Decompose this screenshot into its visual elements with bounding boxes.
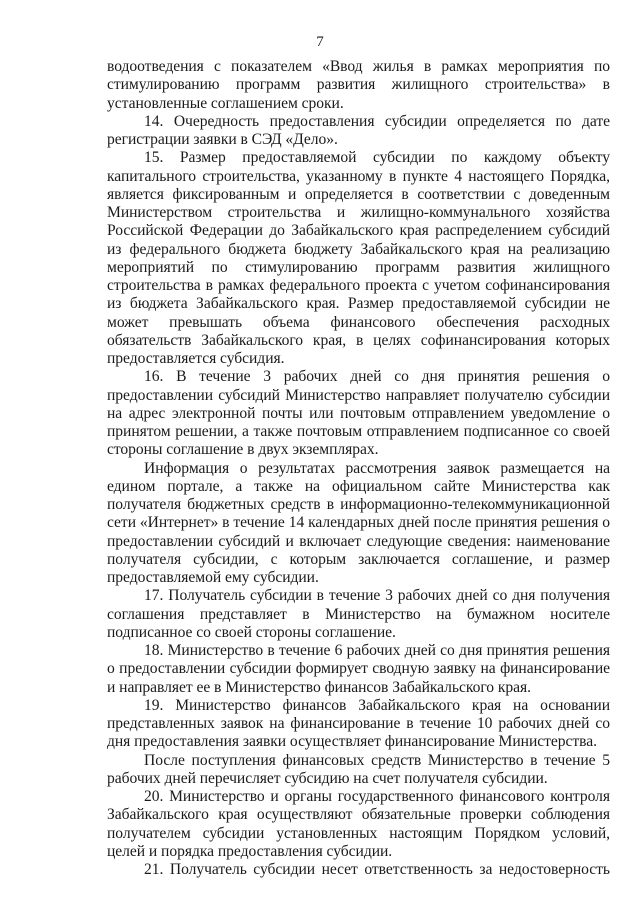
- paragraph-19-after-funding: После поступления финансовых средств Министерство в течение 5 рабочих дней перечисляет субсидию на счет получателя субсидии.: [107, 751, 610, 787]
- paragraph-20: 20. Министерство и органы государственного финансового контроля Забайкальского края осуществляют обязательные проверки соблюдения получателем субсидии установленных настоящим Порядком условий, целей и порядка предоставления субсидии.: [107, 788, 610, 860]
- page-number: 7: [316, 34, 324, 50]
- paragraph-21: 21. Получатель субсидии несет ответственность за недостоверность: [144, 861, 610, 878]
- paragraph-14: 14. Очередность предоставления субсидии определяется по дате регистрации заявки в СЭД «Дело».: [107, 112, 610, 148]
- paragraph-15: 15. Размер предоставляемой субсидии по каждому объекту капитального строительства, указанному в пункте 4 настоящего Порядка, является фиксированным и определяется в соответствии с доведенным Министерством строительства и жилищно-коммунального хозяйства Российской Федерации до Забайкальского края распределением субсидий из федерального бюджета бюджету Забайкальского края на реализацию мероприятий по стимулированию программ развития жилищного строительства в рамках федерального проекта с учетом софинансирования из бюджета Забайкальского края. Размер предоставляемой субсидии не может превышать объема финансового обеспечения расходных обязательств Забайкальского края, в целях софинансирования которых предоставляется субсидия.: [107, 149, 610, 367]
- paragraph-18: 18. Министерство в течение 6 рабочих дней со дня принятия решения о предоставлении субсидии формирует сводную заявку на финансирование и направляет ее в Министерство финансов Забайкальского края.: [107, 642, 610, 696]
- paragraph-16: 16. В течение 3 рабочих дней со дня принятия решения о предоставлении субсидий Министерство направляет получателю субсидии на адрес электронной почты или почтовым отправлением уведомление о принятом решении, а также почтовым отправлением подписанное со своей стороны соглашение в двух экземплярах.: [107, 368, 610, 459]
- paragraph-17: 17. Получатель субсидии в течение 3 рабочих дней со дня получения соглашения представляет в Министерство на бумажном носителе подписанное со своей стороны соглашение.: [107, 587, 610, 641]
- paragraph-16-information: Информация о результатах рассмотрения заявок размещается на едином портале, а также на официальном сайте Министерства как получателя бюджетных средств в информационно-телекоммуникационной сети «Интернет» в течение 14 календарных дней после принятия решения о предоставлении субсидий и включает следующие сведения: наименование получателя субсидии, с которым заключается соглашение, и размер предоставляемой ему субсидии.: [107, 459, 610, 586]
- document-body: [107, 58, 610, 879]
- paragraph-19: 19. Министерство финансов Забайкальского края на основании представленных заявок на финансирование в течение 10 рабочих дней со дня предоставления заявки осуществляет финансирование Министерства.: [107, 696, 610, 751]
- paragraph-continuation: водоотведения с показателем «Ввод жилья в рамках мероприятия по стимулированию программ развития жилищного строительства» в установленные соглашением сроки.: [107, 58, 610, 112]
